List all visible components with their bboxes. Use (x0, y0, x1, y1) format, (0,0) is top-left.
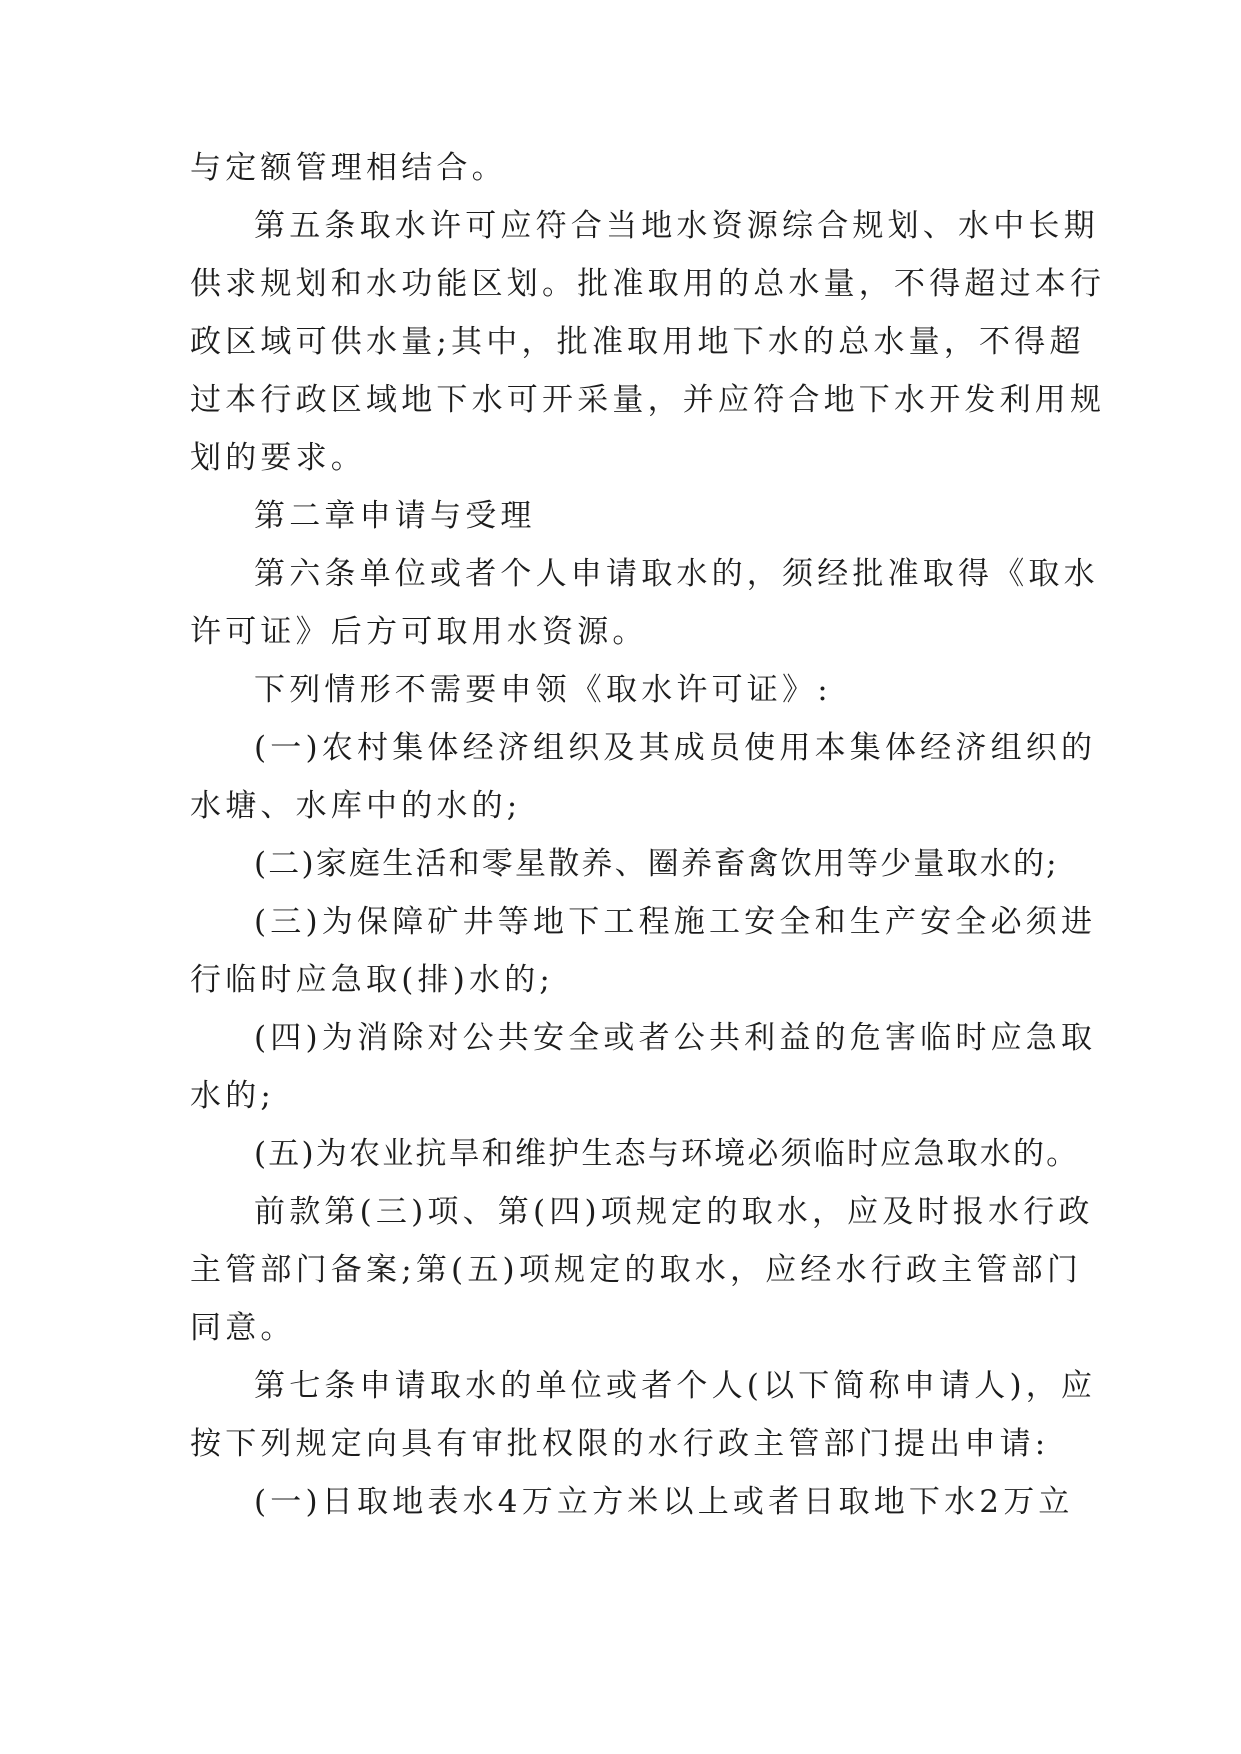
text-line: 水塘、水库中的水的; (190, 788, 522, 824)
text-line: 供求规划和水功能区划。批准取用的总水量，不得超过本行 (190, 266, 1106, 302)
text-line: 同意。 (190, 1310, 296, 1346)
text-line: 过本行政区域地下水可开采量，并应符合地下水开发利用规 (190, 382, 1106, 418)
list-item-line: (二)家庭生活和零星散养、圈养畜禽饮用等少量取水的; (254, 846, 1059, 882)
list-item-line: (四)为消除对公共安全或者公共利益的危害临时应急取 (254, 1020, 1097, 1056)
article-7-line: 第七条申请取水的单位或者个人(以下简称申请人)，应 (254, 1368, 1097, 1404)
text-line: 下列情形不需要申领《取水许可证》: (254, 672, 832, 708)
text-line: 水的; (190, 1078, 276, 1114)
text-line: 政区域可供水量;其中，批准取用地下水的总水量，不得超 (190, 324, 1085, 360)
list-item-line: (五)为农业抗旱和维护生态与环境必须临时应急取水的。 (254, 1136, 1080, 1172)
text-line: 许可证》后方可取用水资源。 (190, 614, 648, 650)
list-item-line: (一)日取地表水4万立方米以上或者日取地下水2万立 (254, 1484, 1074, 1520)
list-item-line: (一)农村集体经济组织及其成员使用本集体经济组织的 (254, 730, 1097, 766)
article-5-line: 第五条取水许可应符合当地水资源综合规划、水中长期 (254, 208, 1099, 244)
chapter-heading: 第二章申请与受理 (254, 498, 536, 534)
text-line: 划的要求。 (190, 440, 366, 476)
text-line: 行临时应急取(排)水的; (190, 962, 555, 998)
text-line: 按下列规定向具有审批权限的水行政主管部门提出申请: (190, 1426, 1050, 1462)
article-6-line: 第六条单位或者个人申请取水的，须经批准取得《取水 (254, 556, 1099, 592)
text-line: 与定额管理相结合。 (190, 150, 507, 186)
text-line: 前款第(三)项、第(四)项规定的取水，应及时报水行政 (254, 1194, 1094, 1230)
text-line: 主管部门备案;第(五)项规定的取水，应经水行政主管部门 (190, 1252, 1083, 1288)
list-item-line: (三)为保障矿井等地下工程施工安全和生产安全必须进 (254, 904, 1097, 940)
